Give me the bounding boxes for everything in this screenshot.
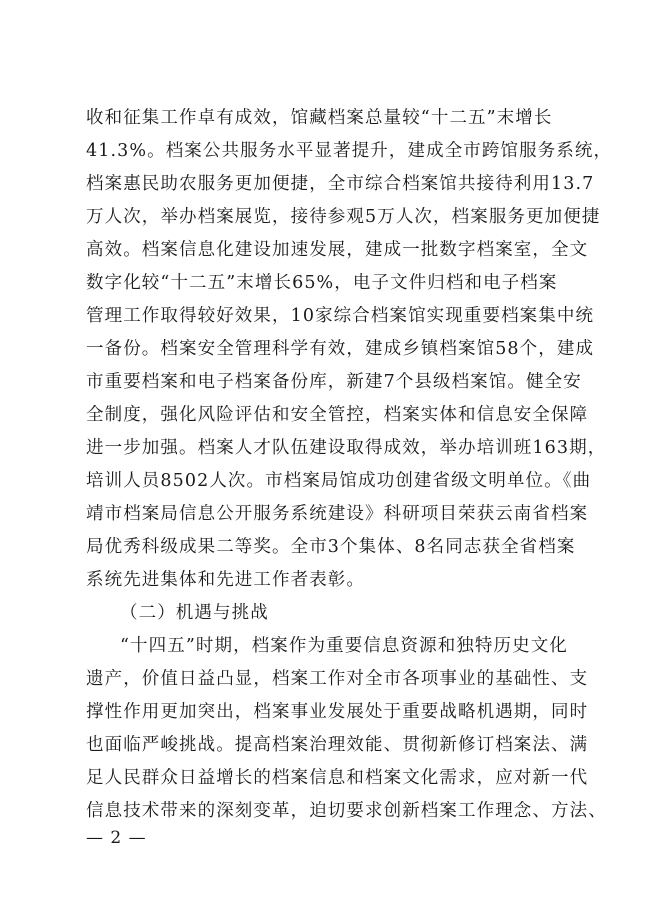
paragraph-line: 市重要档案和电子档案备份库，新建7个县级档案馆。健全安	[86, 372, 582, 392]
paragraph-line: 数字化较“十二五”末增长65%，电子文件归档和电子档案	[86, 273, 558, 293]
paragraph-line: 足人民群众日益增长的档案信息和档案文化需求，应对新一代	[86, 768, 589, 788]
paragraph-line: 一备份。档案安全管理科学有效，建成乡镇档案馆58个，建成	[86, 339, 595, 359]
paragraph-line: 撑性作用更加突出，档案事业发展处于重要战略机遇期，同时	[86, 702, 589, 722]
paragraph-line: 高效。档案信息化建设加速发展，建成一批数字档案室，全文	[86, 240, 589, 260]
paragraph-line: 档案惠民助农服务更加便捷，全市综合档案馆共接待利用13.7	[86, 174, 595, 194]
paragraph-line: 41.3%。档案公共服务水平显著提升，建成全市跨馆服务系统，	[86, 141, 613, 161]
paragraph-line: 靖市档案局信息公开服务系统建设》科研项目荣获云南省档案	[86, 504, 589, 524]
page-number: — 2 —	[86, 828, 147, 848]
paragraph-first-line: “十四五”时期，档案作为重要信息资源和独特历史文化	[120, 636, 568, 656]
paragraph-line: 万人次，举办档案展览，接待参观5万人次，档案服务更加便捷	[86, 207, 601, 227]
paragraph-line: 收和征集工作卓有成效，馆藏档案总量较“十二五”末增长	[86, 108, 553, 128]
paragraph-line: 培训人员8502人次。市档案局馆成功创建省级文明单位。《曲	[86, 471, 592, 491]
paragraph-line: 全制度，强化风险评估和安全管控，档案实体和信息安全保障	[86, 405, 589, 425]
paragraph-line: 系统先进集体和先进工作者表彰。	[86, 570, 365, 590]
paragraph-line: 遗产，价值日益凸显，档案工作对全市各项事业的基础性、支	[86, 669, 589, 689]
section-heading: （二）机遇与挑战	[120, 603, 269, 623]
paragraph-line: 管理工作取得较好效果，10家综合档案馆实现重要档案集中统	[86, 306, 595, 326]
paragraph-line: 局优秀科级成果二等奖。全市3个集体、8名同志获全省档案	[86, 537, 576, 557]
paragraph-line: 也面临严峻挑战。提高档案治理效能、贯彻新修订档案法、满	[86, 735, 589, 755]
paragraph-line: 信息技术带来的深刻变革，迫切要求创新档案工作理念、方法、	[86, 801, 607, 821]
paragraph-line: 进一步加强。档案人才队伍建设取得成效，举办培训班163期，	[86, 438, 607, 458]
